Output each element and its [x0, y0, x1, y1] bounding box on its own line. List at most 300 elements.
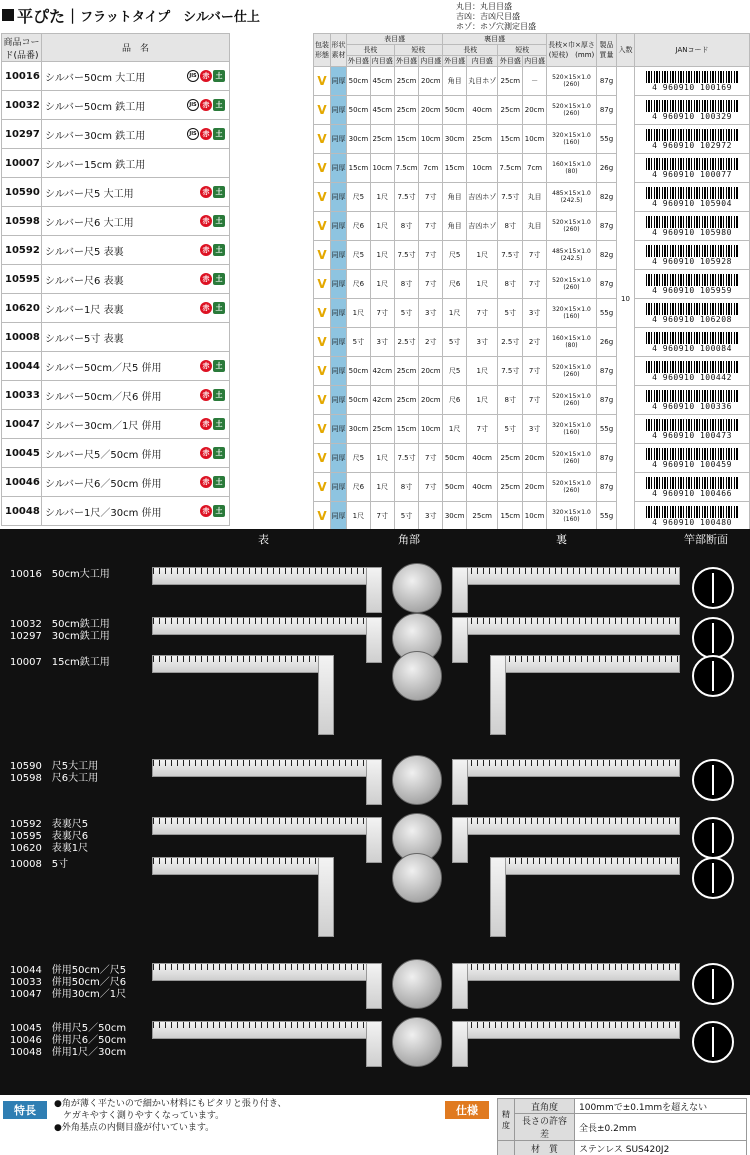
dims-main: 520×15×1.0: [552, 103, 591, 110]
jan-prefix: 4: [652, 372, 658, 382]
product-name: [42, 439, 230, 468]
feature-line: ●外角基点の内側目盛が付いています。: [54, 1123, 215, 1133]
photo-row-label: 10044 併用50cm／尺5: [10, 965, 127, 976]
earth-mark-icon: 土: [213, 70, 225, 82]
front-scale-cell: 7寸: [419, 473, 443, 502]
back-scale-cell: 8寸: [498, 270, 523, 299]
photo-row-labels: [10, 965, 126, 1001]
photo-header-section: 竿部断面: [684, 533, 728, 546]
front-scale-cell: 50cm: [347, 386, 371, 415]
corner-closeup-image: [392, 959, 442, 1009]
package-check-icon: V: [314, 183, 331, 212]
dims-short: (160): [563, 516, 580, 523]
barcode-bars: [646, 158, 738, 170]
barcode-number: [652, 518, 732, 527]
photo-header-front: 表: [258, 533, 269, 546]
jan-prefix: 4: [652, 517, 658, 527]
front-scale-cell: 10cm: [419, 125, 443, 154]
column-header-name: 品 名: [42, 34, 230, 62]
product-code: 10008: [2, 323, 42, 352]
jis-mark-icon: JIS: [187, 70, 199, 82]
back-scale-cell: 25cm: [498, 96, 523, 125]
product-code: 10592: [2, 236, 42, 265]
back-ruler-leg-image: [490, 655, 506, 735]
table-row: [2, 497, 230, 526]
jis-mark-icon: JIS: [187, 99, 199, 111]
front-scale-cell: 尺6: [347, 473, 371, 502]
cross-section-image: [692, 617, 734, 659]
jan-digits: 960910 105959: [662, 285, 732, 295]
front-ruler-image: [152, 655, 332, 673]
product-code: 10047: [2, 410, 42, 439]
badge-group: [200, 418, 225, 430]
table-row: [314, 212, 750, 241]
dims-short: (260): [563, 400, 580, 407]
product-code: 10590: [2, 178, 42, 207]
table-row: [314, 125, 750, 154]
product-name-text: シルバー尺5／50cm 併用: [45, 449, 162, 461]
package-check-icon: V: [314, 67, 331, 96]
ruler-ticks: [153, 760, 381, 766]
table-row: [2, 294, 230, 323]
jan-prefix: 4: [652, 314, 658, 324]
table-row: [2, 149, 230, 178]
jan-digits: 960910 100459: [662, 459, 732, 469]
dims-cell: [547, 299, 597, 328]
back-ruler-image: [452, 617, 680, 635]
jan-cell: [635, 386, 750, 415]
red-mark-icon: 赤: [200, 70, 212, 82]
dims-cell: [547, 154, 597, 183]
jan-digits: 960910 100169: [662, 82, 732, 92]
jan-prefix: 4: [652, 488, 658, 498]
mass-cell: 55g: [597, 415, 617, 444]
front-ruler-leg-image: [366, 617, 382, 663]
red-mark-icon: 赤: [200, 505, 212, 517]
earth-mark-icon: 土: [213, 186, 225, 198]
mass-cell: 87g: [597, 386, 617, 415]
column-header-mass: 製品質量: [597, 34, 617, 67]
back-scale-cell: 丸目ホゾ: [467, 67, 498, 96]
front-ruler-image: [152, 1021, 382, 1039]
front-scale-cell: 45cm: [370, 67, 394, 96]
package-check-icon: V: [314, 154, 331, 183]
dims-short: (260): [563, 81, 580, 88]
column-header-package: 包装形態: [314, 34, 331, 67]
shape-cell: 同厚: [331, 67, 347, 96]
front-scale-cell: 8寸: [394, 270, 419, 299]
subheader-outer: 外目盛: [396, 57, 417, 65]
barcode-number: [652, 460, 732, 469]
product-name: [42, 62, 230, 91]
jan-prefix: 4: [652, 401, 658, 411]
back-scale-cell: 5寸: [498, 415, 523, 444]
package-check-icon: V: [314, 444, 331, 473]
front-scale-cell: 尺5: [347, 444, 371, 473]
front-ruler-image: [152, 617, 382, 635]
features-text: [54, 1098, 287, 1134]
back-scale-cell: 7寸: [467, 415, 498, 444]
photo-row-label: 10590 尺5大工用: [10, 761, 99, 772]
front-scale-cell: 7.5寸: [394, 444, 419, 473]
earth-mark-icon: 土: [213, 360, 225, 372]
front-scale-cell: 8寸: [394, 473, 419, 502]
front-scale-cell: 45cm: [370, 96, 394, 125]
subheader-short: 短枝: [498, 45, 547, 56]
subheader-long: 長枝: [443, 45, 498, 56]
jan-cell: [635, 241, 750, 270]
badge-group: [200, 476, 225, 488]
front-scale-cell: 25cm: [394, 386, 419, 415]
front-scale-cell: 50cm: [347, 67, 371, 96]
barcode-bars: [646, 100, 738, 112]
product-name-text: シルバー尺6／50cm 併用: [45, 478, 162, 490]
photo-row-label: 10032 50cm鉄工用: [10, 619, 110, 630]
jan-digits: 960910 105928: [662, 256, 732, 266]
front-scale-cell: 10cm: [370, 154, 394, 183]
photo-row-labels: [10, 569, 110, 581]
quantity-cell: 10: [617, 67, 635, 531]
front-scale-cell: 7寸: [419, 270, 443, 299]
ruler-ticks: [153, 964, 381, 970]
product-name: [42, 352, 230, 381]
front-scale-cell: 1尺: [370, 212, 394, 241]
spec-accuracy-label: 精度: [498, 1099, 515, 1141]
earth-mark-icon: 土: [213, 418, 225, 430]
photo-row-label: 10592 表裏尺5: [10, 819, 89, 830]
column-header-back: 裏目盛: [443, 34, 547, 45]
front-scale-cell: 7寸: [370, 299, 394, 328]
dims-main: 520×15×1.0: [552, 219, 591, 226]
spec-value: ステンレス SUS420J2: [575, 1141, 747, 1155]
front-scale-cell: 3寸: [419, 502, 443, 531]
back-scale-cell: 3寸: [467, 328, 498, 357]
earth-mark-icon: 土: [213, 476, 225, 488]
front-scale-cell: 2寸: [419, 328, 443, 357]
earth-mark-icon: 土: [213, 302, 225, 314]
jan-digits: 960910 100473: [662, 430, 732, 440]
red-mark-icon: 赤: [200, 273, 212, 285]
product-code: 10297: [2, 120, 42, 149]
front-scale-cell: 25cm: [370, 125, 394, 154]
dims-main: 520×15×1.0: [552, 451, 591, 458]
barcode-bars: [646, 187, 738, 199]
barcode-number: [652, 373, 732, 382]
red-mark-icon: 赤: [200, 476, 212, 488]
back-scale-cell: 40cm: [467, 473, 498, 502]
mass-cell: 87g: [597, 473, 617, 502]
photo-row-labels: [10, 657, 110, 669]
product-code: 10620: [2, 294, 42, 323]
red-mark-icon: 赤: [200, 215, 212, 227]
barcode-number: [652, 170, 732, 179]
barcode: [635, 390, 749, 411]
product-name-text: シルバー30cm 鉄工用: [45, 130, 146, 142]
package-check-icon: V: [314, 125, 331, 154]
package-check-icon: V: [314, 270, 331, 299]
package-check-icon: V: [314, 502, 331, 531]
badge-group: [200, 302, 225, 314]
barcode-bars: [646, 506, 738, 518]
dims-short: (260): [563, 284, 580, 291]
front-scale-cell: 1尺: [370, 444, 394, 473]
jan-digits: 960910 105980: [662, 227, 732, 237]
spec-spacer: [498, 1141, 515, 1155]
cross-section-image: [692, 1021, 734, 1063]
back-scale-cell: 40cm: [467, 96, 498, 125]
back-scale-cell: 7寸: [523, 357, 547, 386]
back-scale-cell: 1尺: [467, 241, 498, 270]
feature-line: ケガキやすく測りやすくなっています。: [54, 1111, 225, 1121]
front-scale-cell: 尺5: [347, 183, 371, 212]
ruler-ticks: [153, 818, 381, 824]
earth-mark-icon: 土: [213, 447, 225, 459]
front-ruler-image: [152, 817, 382, 835]
front-ruler-leg-image: [366, 963, 382, 1009]
photo-row-labels: [10, 1023, 126, 1059]
dims-main: 160×15×1.0: [552, 335, 591, 342]
subheader-outer: 外目盛: [347, 57, 369, 65]
shape-cell: 同厚: [331, 154, 347, 183]
mass-cell: 82g: [597, 183, 617, 212]
jan-digits: 960910 105904: [662, 198, 732, 208]
front-ruler-leg-image: [366, 567, 382, 613]
dims-cell: [547, 241, 597, 270]
barcode: [635, 216, 749, 237]
jan-cell: [635, 299, 750, 328]
front-scale-cell: 1尺: [370, 270, 394, 299]
product-name: [42, 91, 230, 120]
mass-cell: 87g: [597, 357, 617, 386]
barcode-bars: [646, 274, 738, 286]
spec-value: 全長±0.2mm: [575, 1114, 747, 1141]
product-name-text: シルバー1尺 表裏: [45, 304, 124, 316]
photo-row-labels: [10, 619, 110, 643]
back-scale-cell: 25cm: [467, 502, 498, 531]
table-row: [2, 352, 230, 381]
front-scale-cell: 25cm: [394, 96, 419, 125]
legend-item: ホゾ：ホゾ穴測定目盛: [456, 22, 536, 31]
ruler-ticks: [491, 858, 679, 864]
photo-row-labels: [10, 859, 68, 871]
back-scale-cell: 2.5寸: [498, 328, 523, 357]
corner-closeup-image: [392, 853, 442, 903]
front-scale-cell: 尺6: [347, 212, 371, 241]
product-name: [42, 410, 230, 439]
table-row: [2, 468, 230, 497]
back-scale-cell: 7.5cm: [498, 154, 523, 183]
badge-group: [200, 389, 225, 401]
dims-main: 320×15×1.0: [552, 509, 591, 516]
front-scale-cell: 8寸: [394, 212, 419, 241]
jan-cell: [635, 328, 750, 357]
corner-closeup-image: [392, 1017, 442, 1067]
photo-row-label: 10048 併用1尺／30cm: [10, 1047, 127, 1058]
column-header-jan: JANコード: [635, 34, 750, 67]
barcode: [635, 448, 749, 469]
subheader-inner: 内目盛: [467, 56, 498, 67]
product-name-text: シルバー尺6 大工用: [45, 217, 134, 229]
red-mark-icon: 赤: [200, 128, 212, 140]
dims-short: (160): [563, 139, 580, 146]
back-scale-cell: 50cm: [443, 473, 467, 502]
dims-cell: [547, 183, 597, 212]
dims-main: 320×15×1.0: [552, 306, 591, 313]
barcode: [635, 187, 749, 208]
mass-cell: 55g: [597, 299, 617, 328]
dims-cell: [547, 270, 597, 299]
table-row: [314, 386, 750, 415]
table-row: [314, 357, 750, 386]
shape-cell: 同厚: [331, 183, 347, 212]
product-name: [42, 294, 230, 323]
back-scale-cell: 7.5寸: [498, 357, 523, 386]
product-name-text: シルバー1尺／30cm 併用: [45, 507, 162, 519]
back-scale-cell: 1尺: [467, 386, 498, 415]
jan-cell: [635, 473, 750, 502]
front-scale-cell: 1尺: [370, 241, 394, 270]
dims-short: (80): [565, 342, 578, 349]
shape-cell: 同厚: [331, 241, 347, 270]
dims-cell: [547, 96, 597, 125]
barcode: [635, 71, 749, 92]
red-mark-icon: 赤: [200, 99, 212, 111]
front-ruler-image: [152, 963, 382, 981]
ruler-ticks: [153, 618, 381, 624]
photo-row-label: 10620 表裏1尺: [10, 843, 89, 854]
jan-cell: [635, 357, 750, 386]
badge-group: [200, 447, 225, 459]
table-row: [314, 96, 750, 125]
jan-cell: [635, 154, 750, 183]
back-scale-cell: 10cm: [523, 125, 547, 154]
badge-group: [200, 273, 225, 285]
barcode-number: [652, 228, 732, 237]
front-scale-cell: 25cm: [394, 67, 419, 96]
photo-row-label: 10046 併用尺6／50cm: [10, 1035, 127, 1046]
badge-group: [200, 215, 225, 227]
dims-short: (260): [563, 458, 580, 465]
back-scale-cell: 8寸: [498, 386, 523, 415]
jan-cell: [635, 67, 750, 96]
ruler-ticks: [453, 760, 679, 766]
back-scale-cell: 7.5寸: [498, 183, 523, 212]
subtitle-text: フラットタイプ シルバー仕上: [80, 9, 260, 25]
back-scale-cell: 5寸: [443, 328, 467, 357]
front-scale-cell: 30cm: [347, 125, 371, 154]
back-scale-cell: 8寸: [498, 212, 523, 241]
shape-cell: 同厚: [331, 125, 347, 154]
barcode: [635, 332, 749, 353]
back-scale-cell: 吉凶ホゾ: [467, 183, 498, 212]
back-scale-cell: 角目: [443, 183, 467, 212]
product-code: 10007: [2, 149, 42, 178]
back-scale-cell: 2寸: [523, 328, 547, 357]
photo-row-label: 10595 表裏尺6: [10, 831, 89, 842]
back-scale-cell: 1尺: [443, 415, 467, 444]
cross-section-image: [692, 567, 734, 609]
shape-cell: 同厚: [331, 415, 347, 444]
ruler-ticks: [153, 858, 331, 864]
front-ruler-leg-image: [366, 817, 382, 863]
dims-main: 520×15×1.0: [552, 277, 591, 284]
product-name-text: シルバー尺6 表裏: [45, 275, 124, 287]
front-scale-cell: 3寸: [370, 328, 394, 357]
dims-cell: [547, 473, 597, 502]
front-scale-cell: 7寸: [419, 444, 443, 473]
dims-main: 160×15×1.0: [552, 161, 591, 168]
back-scale-cell: 角目: [443, 212, 467, 241]
back-scale-cell: 20cm: [523, 473, 547, 502]
photo-row-label: 10047 併用30cm／1尺: [10, 989, 127, 1000]
front-scale-cell: 15cm: [394, 415, 419, 444]
shape-cell: 同厚: [331, 270, 347, 299]
back-scale-cell: 3寸: [523, 415, 547, 444]
table-row: [2, 62, 230, 91]
barcode: [635, 477, 749, 498]
table-row: [314, 241, 750, 270]
photo-row-label: 10045 併用尺5／50cm: [10, 1023, 127, 1034]
front-scale-cell: 25cm: [370, 415, 394, 444]
front-scale-cell: 7.5寸: [394, 183, 419, 212]
cross-section-image: [692, 817, 734, 859]
subheader-inner: 内目盛: [524, 57, 546, 65]
front-scale-cell: 7.5cm: [394, 154, 419, 183]
photo-header-corner: 角部: [398, 533, 420, 546]
table-row: [314, 299, 750, 328]
barcode-bars: [646, 332, 738, 344]
jan-digits: 960910 102972: [662, 140, 732, 150]
barcode-bars: [646, 216, 738, 228]
front-scale-cell: 1尺: [347, 299, 371, 328]
back-ruler-image: [490, 655, 680, 673]
square-icon: [2, 9, 14, 21]
mass-cell: 26g: [597, 154, 617, 183]
earth-mark-icon: 土: [213, 128, 225, 140]
specs-label: 仕様: [445, 1101, 489, 1119]
product-code: 10016: [2, 62, 42, 91]
barcode-bars: [646, 477, 738, 489]
table-row: [2, 439, 230, 468]
front-scale-cell: 7.5寸: [394, 241, 419, 270]
back-scale-cell: 30cm: [443, 125, 467, 154]
front-scale-cell: 3寸: [419, 299, 443, 328]
table-row: [314, 502, 750, 531]
jan-cell: [635, 444, 750, 473]
product-name: [42, 497, 230, 526]
back-scale-cell: 50cm: [443, 96, 467, 125]
mass-cell: 87g: [597, 96, 617, 125]
table-row: [2, 265, 230, 294]
front-ruler-image: [152, 567, 382, 585]
mass-cell: 87g: [597, 67, 617, 96]
front-scale-cell: 42cm: [370, 357, 394, 386]
legend-item: 吉凶：吉凶尺目盛: [456, 12, 520, 21]
jan-prefix: 4: [652, 430, 658, 440]
front-scale-cell: 25cm: [394, 357, 419, 386]
photo-row-labels: [10, 819, 88, 855]
table-row: [2, 381, 230, 410]
photo-header-back: 裏: [556, 533, 567, 546]
back-scale-cell: 丸目: [523, 212, 547, 241]
table-row: [2, 120, 230, 149]
badge-group: [187, 128, 225, 140]
shape-cell: 同厚: [331, 386, 347, 415]
mass-cell: 87g: [597, 270, 617, 299]
jan-digits: 960910 100084: [662, 343, 732, 353]
table-row: [314, 415, 750, 444]
dims-main: 520×15×1.0: [552, 480, 591, 487]
